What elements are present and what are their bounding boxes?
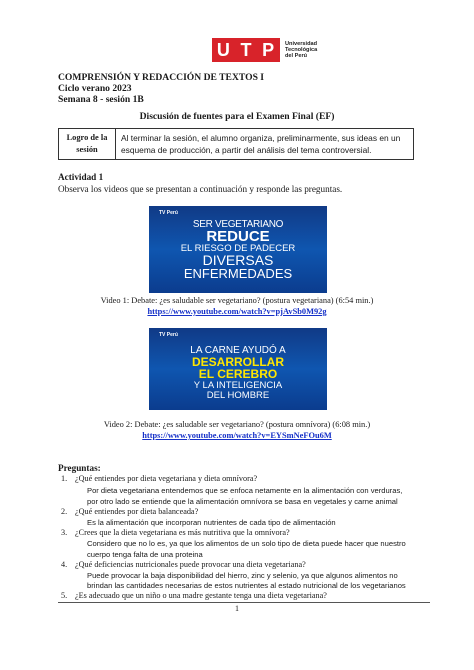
utp-logo: [212, 38, 317, 62]
answer-line: por otro lado se entiende que la alimentación omnívora se basa en vegetales y carne animal: [87, 497, 398, 506]
video-1-line: SER VEGETARIANO: [192, 219, 284, 230]
video-1-line: ENFERMEDADES: [183, 266, 293, 281]
question-1: [61, 474, 258, 483]
logo-name-line: Tecnológica: [285, 46, 318, 53]
answer-line: Es la alimentación que incorporan nutrientes de cada tipo de alimentación: [87, 518, 336, 527]
questions-title: Preguntas:: [58, 463, 101, 473]
logro-table: [58, 128, 414, 160]
video-2-line: EL CEREBRO: [198, 367, 278, 381]
video-1-line: REDUCE: [206, 228, 270, 245]
tv-peru-logo: TV Perú: [159, 210, 178, 216]
question-text: ¿Es adecuado que un niño o una madre gestante tenga una dieta vegetariana?: [75, 591, 327, 600]
video-2-link[interactable]: https://www.youtube.com/watch?v=EYSmNeFOu6M: [142, 431, 332, 440]
logo-name-line: del Perú: [285, 53, 308, 60]
question-number: 3.: [61, 528, 68, 537]
tv-peru-logo: TV Perú: [159, 332, 178, 338]
logo-name-line: Universidad: [285, 40, 318, 47]
answer-line: Puede provocar la baja disponibilidad del hierro, zinc y selenio, ya que algunos alimentos no: [87, 571, 398, 580]
video-2-line: Y LA INTELIGENCIA: [193, 380, 283, 391]
video-2-line: DEL HOMBRE: [206, 390, 270, 401]
video-2-caption: Video 2: Debate: ¿es saludable ser vegetariano? (postura omnívora) (6:08 min.): [103, 420, 371, 429]
question-3: [61, 528, 290, 537]
question-number: 1.: [61, 474, 68, 483]
footer-divider: [58, 602, 430, 603]
page-title: Discusión de fuentes para el Examen Final (EF): [139, 111, 335, 122]
answer-line: Considero que no lo es, ya que los alimentos de un solo tipo de dieta puede hacer que nuestro: [87, 539, 406, 548]
question-2: [61, 507, 199, 516]
video-thumbnail-1[interactable]: [149, 206, 327, 293]
logo-letter-u: U: [216, 39, 231, 60]
answer-line: Por dieta vegetariana entendemos que se enfoca netamente en la alimentación con verduras,: [87, 486, 403, 495]
question-number: 4.: [61, 560, 68, 569]
page-number: 1: [235, 604, 239, 613]
answer-line: brindan las cantidades necesarias de estos nutrientes al estado nutricional de los vegetarianos: [87, 581, 406, 590]
logo-letter-p: P: [262, 39, 276, 60]
logo-letter-t: T: [240, 39, 253, 60]
video-2-line: DESARROLLAR: [192, 355, 284, 369]
course-cycle: Ciclo verano 2023: [58, 83, 132, 94]
video-thumbnail-2[interactable]: [149, 328, 327, 410]
course-title: COMPRENSIÓN Y REDACCIÓN DE TEXTOS I: [58, 72, 265, 83]
answer-line: cuerpo tenga falta de una proteina: [87, 550, 203, 559]
logro-text: Al terminar la sesión, el alumno organiza, preliminarmente, sus ideas en un esquema de producción, a partir del análisis del tema controversial.: [116, 129, 414, 160]
question-text: ¿Qué entiendes por dieta balanceada?: [75, 507, 199, 516]
course-session: Semana 8 - sesión 1B: [58, 94, 144, 105]
video-1-link[interactable]: https://www.youtube.com/watch?v=pjAvSb0M92g: [147, 307, 327, 316]
utp-logo-mark: [212, 38, 280, 62]
question-5: [61, 591, 327, 600]
video-2-line: LA CARNE AYUDÓ A: [190, 345, 286, 356]
logro-label: Logro de la sesión: [59, 129, 116, 160]
video-1-line: EL RIESGO DE PADECER: [180, 243, 296, 254]
question-text: ¿Crees que la dieta vegetariana es más nutritiva que la omnívora?: [75, 528, 290, 537]
activity-instruction: Observa los videos que se presentan a continuación y responde las preguntas.: [58, 184, 343, 194]
video-1-caption: Video 1: Debate: ¿es saludable ser vegetariano? (postura vegetariana) (6:54 min.): [100, 296, 374, 305]
question-text: ¿Qué deficiencias nutricionales puede provocar una dieta vegetariana?: [75, 560, 306, 569]
question-number: 2.: [61, 507, 68, 516]
question-number: 5.: [61, 591, 68, 600]
question-4: [61, 560, 306, 569]
activity-title: Actividad 1: [58, 172, 104, 182]
question-text: ¿Qué entiendes por dieta vegetariana y dieta omnívora?: [75, 474, 258, 483]
logo-university-name: [285, 41, 317, 60]
video-1-line: DIVERSAS: [202, 252, 274, 268]
